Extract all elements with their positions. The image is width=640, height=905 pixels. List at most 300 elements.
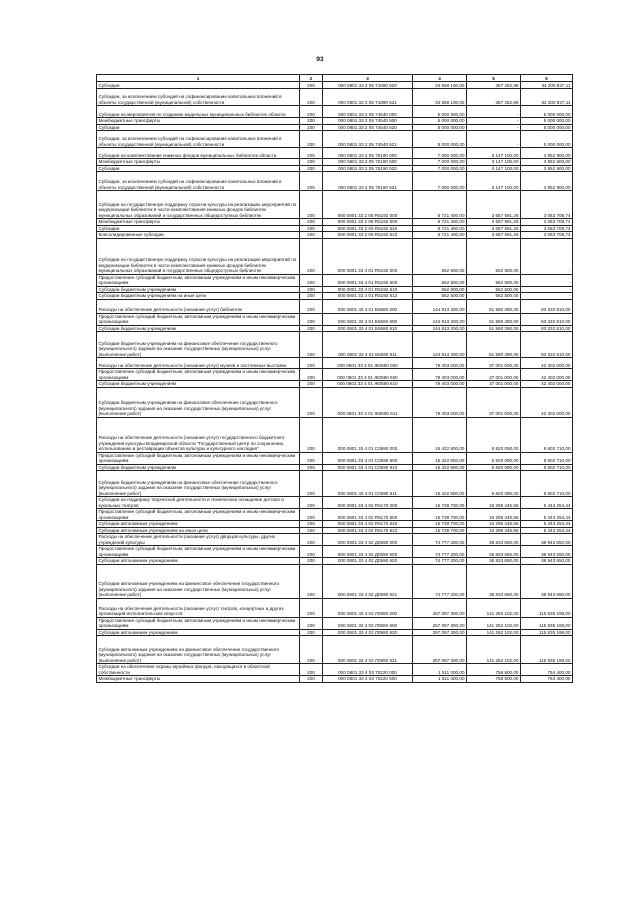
row-approved-cell: 144 913 200,00 xyxy=(413,325,467,332)
row-classification-cell: 000 0801 33 4 01 Б5590 611 xyxy=(323,332,413,358)
row-name-cell: Субсидии бюджетным учреждениям xyxy=(97,325,300,332)
row-code-cell: 200 xyxy=(300,165,323,172)
row-executed-cell: 3 147 100,00 xyxy=(467,172,521,191)
row-code-cell: 200 xyxy=(300,191,323,219)
row-remaining-cell: 8 602 710,00 xyxy=(521,464,573,471)
row-executed-cell: 10 295 445,56 xyxy=(467,527,521,534)
row-approved-cell: 79 403 000,00 xyxy=(413,381,467,388)
row-code-cell: 200 xyxy=(300,629,323,636)
row-name-cell: Консолидированные субсидии xyxy=(97,232,300,239)
row-approved-cell: 15 738 700,00 xyxy=(413,509,467,521)
table-row xyxy=(97,617,573,629)
row-remaining-cell: 5 443 254,44 xyxy=(521,521,573,528)
row-code-cell: 200 xyxy=(300,124,323,131)
row-classification-cell: 000 0801 33 4 02 R5170 600 xyxy=(323,509,413,521)
row-executed-cell: 6 820 090,00 xyxy=(467,452,521,464)
row-name-cell: Расходы на обеспечение деятельности (оказание услуг) государственного бюджетного учреждения культуры Владимирской области "Государственный центр по сохранению, использованию и реставрации объектов культуры и культурного наследия" xyxy=(97,417,300,452)
row-classification-cell: 000 0801 33 4 02 R5170 000 xyxy=(323,497,413,509)
row-name-cell: Расходы на обеспечение деятельности (оказание услуг) библиотек xyxy=(97,299,300,313)
row-remaining-cell: 5 443 254,44 xyxy=(521,527,573,534)
row-approved-cell: 257 097 300,00 xyxy=(413,617,467,629)
row-code-cell: 200 xyxy=(300,676,323,683)
row-executed-cell: 61 580 390,00 xyxy=(467,332,521,358)
table-body xyxy=(97,82,573,683)
row-code-cell: 200 xyxy=(300,617,323,629)
row-classification-cell: 000 0801 33 4 02 Д0590 621 xyxy=(323,564,413,598)
row-code-cell: 200 xyxy=(300,546,323,558)
row-remaining-cell: 8 602 710,00 xyxy=(521,417,573,452)
row-name-cell: Субсидии, за исключением субсидий на софинансирование капитальных вложений в объекты государственной (муниципальной) собственности xyxy=(97,89,300,106)
row-name-cell: Субсидии бюджетным учреждениям xyxy=(97,381,300,388)
table-row xyxy=(97,106,573,118)
row-executed-cell: 61 580 390,00 xyxy=(467,325,521,332)
row-approved-cell: 79 403 000,00 xyxy=(413,387,467,417)
row-name-cell: Субсидии xyxy=(97,225,300,232)
row-name-cell: Субсидии на мероприятия по созданию модельных муниципальных библиотек области xyxy=(97,106,300,118)
row-approved-cell: 257 097 300,00 xyxy=(413,598,467,617)
row-code-cell: 200 xyxy=(300,387,323,417)
row-name-cell: Субсидии автономным учреждениям на финансовое обеспечение государственного (муниципального) задания на оказание государственных (муниципальных) услуг (выполнение работ) xyxy=(97,564,300,598)
row-classification-cell: 000 0801 33 4 02 Д0590 620 xyxy=(323,558,413,565)
row-classification-cell: 000 0801 33 4 01 Б5590 610 xyxy=(323,325,413,332)
row-code-cell: 200 xyxy=(300,417,323,452)
table-row xyxy=(97,417,573,452)
row-approved-cell: 6 721 400,00 xyxy=(413,219,467,226)
table-row xyxy=(97,676,573,683)
row-classification-cell: 000 0801 33 4 01 С0590 000 xyxy=(323,417,413,452)
row-remaining-cell: 5 000 000,00 xyxy=(521,124,573,131)
row-remaining-cell: 754 400,00 xyxy=(521,676,573,683)
row-name-cell: Субсидии на государственную поддержку отрасли культуры на реализацию мероприятий по модернизации библиотек в части комплектования книжных фондов библиотек муниципальных образований и государственных общедоступных библиотек xyxy=(97,191,300,219)
row-executed-cell: 3 147 100,00 xyxy=(467,148,521,159)
row-approved-cell: 15 422 800,00 xyxy=(413,417,467,452)
row-executed-cell: 6 820 090,00 xyxy=(467,464,521,471)
row-code-cell: 200 xyxy=(300,172,323,191)
row-classification-cell: 000 0801 33 4 02 Л0590 000 xyxy=(323,598,413,617)
row-remaining-cell: 115 835 198,00 xyxy=(521,617,573,629)
row-approved-cell: 6 721 400,00 xyxy=(413,232,467,239)
row-executed-cell: - xyxy=(467,106,521,118)
row-executed-cell: 756 600,00 xyxy=(467,676,521,683)
row-classification-cell: 000 0801 33 4 01 Б5590 600 xyxy=(323,313,413,325)
row-approved-cell: 144 913 200,00 xyxy=(413,332,467,358)
table-row xyxy=(97,534,573,546)
row-approved-cell: 15 422 800,00 xyxy=(413,471,467,497)
row-code-cell: 200 xyxy=(300,464,323,471)
row-code-cell: 200 xyxy=(300,159,323,166)
row-executed-cell: 37 001 000,00 xyxy=(467,358,521,369)
row-classification-cell: 000 0801 33 4 02 R5170 622 xyxy=(323,527,413,534)
row-approved-cell: 15 422 800,00 xyxy=(413,452,467,464)
row-name-cell: Предоставление субсидий бюджетным, автономным учреждениям и иным некоммерческим организациям xyxy=(97,369,300,381)
row-remaining-cell: 42 402 000,00 xyxy=(521,369,573,381)
row-code-cell: 200 xyxy=(300,118,323,125)
row-name-cell: Предоставление субсидий бюджетным, автономным учреждениям и иным некоммерческим организациям xyxy=(97,509,300,521)
table-row xyxy=(97,332,573,358)
row-executed-cell: 3 657 691,26 xyxy=(467,219,521,226)
header-row xyxy=(97,75,573,82)
row-executed-cell: 3 657 691,26 xyxy=(467,225,521,232)
table-row xyxy=(97,387,573,417)
row-classification-cell: 000 0801 33 2 05 75190 500 xyxy=(323,159,413,166)
row-classification-cell: 000 0801 33 4 02 Л0590 621 xyxy=(323,636,413,664)
row-executed-cell: 3 147 100,00 xyxy=(467,159,521,166)
row-remaining-cell: 754 400,00 xyxy=(521,664,573,676)
table-row xyxy=(97,299,573,313)
row-remaining-cell: 5 000 000,00 xyxy=(521,118,573,125)
table-row xyxy=(97,82,573,89)
row-approved-cell: 1 511 000,00 xyxy=(413,676,467,683)
row-executed-cell: 10 295 445,56 xyxy=(467,521,521,528)
row-remaining-cell: 8 602 710,00 xyxy=(521,452,573,464)
row-approved-cell: 7 000 000,00 xyxy=(413,148,467,159)
row-code-cell: 200 xyxy=(300,238,323,274)
row-classification-cell: 000 0801 33 2 05 R5192 000 xyxy=(323,191,413,219)
row-remaining-cell: 83 332 810,00 xyxy=(521,325,573,332)
row-approved-cell: 144 913 200,00 xyxy=(413,299,467,313)
row-approved-cell: 15 422 800,00 xyxy=(413,464,467,471)
row-remaining-cell: 115 835 198,00 xyxy=(521,636,573,664)
row-classification-cell: 000 0801 33 2 05 75190 520 xyxy=(323,165,413,172)
row-approved-cell: 7 000 000,00 xyxy=(413,172,467,191)
row-name-cell: Субсидии автономным учреждениям xyxy=(97,629,300,636)
row-remaining-cell: - xyxy=(521,274,573,286)
row-classification-cell: 000 0801 33 4 01 Ж0590 600 xyxy=(323,369,413,381)
column-header: 3 xyxy=(323,75,413,82)
row-code-cell: 200 xyxy=(300,534,323,546)
row-remaining-cell: 34 200 837,11 xyxy=(521,89,573,106)
table-row xyxy=(97,497,573,509)
row-name-cell: Предоставление субсидий бюджетным, автономным учреждениям и иным некоммерческим организациям xyxy=(97,546,300,558)
row-approved-cell: 562 500,00 xyxy=(413,274,467,286)
row-executed-cell: - xyxy=(467,131,521,148)
row-classification-cell: 000 0801 33 2 05 75190 000 xyxy=(323,148,413,159)
row-name-cell: Субсидии на поддержку творческой деятельности и техническое оснащение детских и кукольных театров xyxy=(97,497,300,509)
row-name-cell: Межбюджетные трансферты xyxy=(97,219,300,226)
row-code-cell: 200 xyxy=(300,274,323,286)
table-row xyxy=(97,636,573,664)
row-approved-cell: 1 511 000,00 xyxy=(413,664,467,676)
row-remaining-cell: 42 402 000,00 xyxy=(521,387,573,417)
row-name-cell: Субсидии бюджетным учреждениям на финансовое обеспечение государственного (муниципального) задания на оказание государственных (муниципальных) услуг (выполнение работ) xyxy=(97,332,300,358)
row-code-cell: 200 xyxy=(300,369,323,381)
row-name-cell: Субсидии xyxy=(97,82,300,89)
row-remaining-cell: 3 063 708,74 xyxy=(521,191,573,219)
row-approved-cell: 257 097 300,00 xyxy=(413,636,467,664)
row-classification-cell: 000 0801 33 2 05 R5192 500 xyxy=(323,219,413,226)
row-executed-cell: 35 833 650,00 xyxy=(467,546,521,558)
table-row xyxy=(97,452,573,464)
row-remaining-cell: 34 200 837,11 xyxy=(521,82,573,89)
row-approved-cell: 562 500,00 xyxy=(413,293,467,300)
table-row xyxy=(97,598,573,617)
row-executed-cell: - xyxy=(467,124,521,131)
row-classification-cell: 000 0801 33 4 01 С0590 610 xyxy=(323,464,413,471)
row-name-cell: Субсидии на обеспечение охраны музейных фондов, находящихся в областной собственности xyxy=(97,664,300,676)
row-classification-cell: 000 0801 33 2 05 74540 500 xyxy=(323,118,413,125)
row-code-cell: 200 xyxy=(300,509,323,521)
row-approved-cell: 6 721 400,00 xyxy=(413,225,467,232)
row-classification-cell: 000 0801 33 4 01 R5192 000 xyxy=(323,238,413,274)
row-executed-cell: 35 833 650,00 xyxy=(467,558,521,565)
row-remaining-cell: 42 402 000,00 xyxy=(521,358,573,369)
row-remaining-cell: 38 943 650,00 xyxy=(521,558,573,565)
row-name-cell: Межбюджетные трансферты xyxy=(97,118,300,125)
row-classification-cell: 000 0801 33 4 02 Л0590 620 xyxy=(323,629,413,636)
row-classification-cell: 000 0801 33 2 05 74540 520 xyxy=(323,124,413,131)
column-header: 2 xyxy=(300,75,323,82)
row-name-cell: Субсидии бюджетным учреждениям на финансовое обеспечение государственного (муниципального) задания на оказание государственных (муниципальных) услуг (выполнение работ) xyxy=(97,471,300,497)
row-executed-cell: 357 262,89 xyxy=(467,82,521,89)
row-code-cell: 200 xyxy=(300,452,323,464)
row-approved-cell: 74 777 300,00 xyxy=(413,564,467,598)
row-approved-cell: 257 097 300,00 xyxy=(413,629,467,636)
row-code-cell: 200 xyxy=(300,381,323,388)
row-code-cell: 200 xyxy=(300,131,323,148)
row-code-cell: 200 xyxy=(300,148,323,159)
table-row xyxy=(97,546,573,558)
row-remaining-cell: 38 943 650,00 xyxy=(521,564,573,598)
row-executed-cell: 141 262 102,00 xyxy=(467,617,521,629)
row-name-cell: Субсидии на государственную поддержку отрасли культуры на реализацию мероприятий по модернизации библиотек в части комплектования книжных фондов библиотек муниципальных образований и государственных общедоступных библиотек xyxy=(97,238,300,274)
row-code-cell: 200 xyxy=(300,313,323,325)
row-classification-cell: 000 0801 33 2 05 74540 521 xyxy=(323,131,413,148)
row-approved-cell: 15 738 700,00 xyxy=(413,497,467,509)
row-remaining-cell: 5 000 000,00 xyxy=(521,131,573,148)
row-classification-cell: 000 0801 33 4 02 Д0590 000 xyxy=(323,534,413,546)
row-executed-cell: 37 001 000,00 xyxy=(467,369,521,381)
row-executed-cell: 562 500,00 xyxy=(467,238,521,274)
table-row xyxy=(97,89,573,106)
row-executed-cell: 141 262 102,00 xyxy=(467,598,521,617)
row-approved-cell: 562 500,00 xyxy=(413,286,467,293)
row-classification-cell: 000 0801 33 4 01 С0590 611 xyxy=(323,471,413,497)
row-approved-cell: 144 913 200,00 xyxy=(413,313,467,325)
row-code-cell: 200 xyxy=(300,358,323,369)
row-approved-cell: 74 777 300,00 xyxy=(413,534,467,546)
row-name-cell: Расходы на обеспечение деятельности (оказание услуг) дворцов культуры, других учреждений культуры xyxy=(97,534,300,546)
row-name-cell: Субсидии бюджетным учреждениям на иные цели xyxy=(97,293,300,300)
row-executed-cell: 6 820 090,00 xyxy=(467,471,521,497)
row-executed-cell: 61 580 390,00 xyxy=(467,299,521,313)
row-name-cell: Субсидии на комплектование книжных фондов муниципальных библиотек области xyxy=(97,148,300,159)
row-name-cell: Субсидии автономным учреждениям на финансовое обеспечение государственного (муниципального) задания на оказание государственных (муниципальных) услуг (выполнение работ) xyxy=(97,636,300,664)
row-remaining-cell: 5 443 254,44 xyxy=(521,497,573,509)
row-remaining-cell: 3 063 708,74 xyxy=(521,225,573,232)
row-approved-cell: 79 403 000,00 xyxy=(413,358,467,369)
row-executed-cell: 6 820 090,00 xyxy=(467,417,521,452)
row-code-cell: 200 xyxy=(300,332,323,358)
table-row xyxy=(97,358,573,369)
row-code-cell: 200 xyxy=(300,225,323,232)
table-row xyxy=(97,313,573,325)
row-executed-cell: 37 001 000,00 xyxy=(467,387,521,417)
row-code-cell: 200 xyxy=(300,521,323,528)
row-approved-cell: 15 738 700,00 xyxy=(413,521,467,528)
table-row xyxy=(97,471,573,497)
row-remaining-cell: 3 852 900,00 xyxy=(521,159,573,166)
row-code-cell: 200 xyxy=(300,527,323,534)
row-classification-cell: 000 0801 33 2 05 71890 520 xyxy=(323,82,413,89)
row-classification-cell: 000 0801 33 4 01 R5192 600 xyxy=(323,274,413,286)
row-name-cell: Субсидии автономным учреждениям на иные цели xyxy=(97,527,300,534)
page-number: 93 xyxy=(316,56,324,63)
row-remaining-cell: 115 835 198,00 xyxy=(521,598,573,617)
row-code-cell: 200 xyxy=(300,89,323,106)
table-row xyxy=(97,369,573,381)
row-name-cell: Субсидии, за исключением субсидий на софинансирование капитальных вложений в объекты государственной (муниципальной) собственности xyxy=(97,131,300,148)
row-remaining-cell: 3 852 900,00 xyxy=(521,148,573,159)
row-remaining-cell: 38 943 650,00 xyxy=(521,534,573,546)
table-row xyxy=(97,148,573,159)
row-name-cell: Расходы на обеспечение деятельности (оказание услуг) театров, концертных и других организаций исполнительских искусств xyxy=(97,598,300,617)
row-executed-cell: - xyxy=(467,118,521,125)
row-executed-cell: 562 500,00 xyxy=(467,286,521,293)
row-code-cell: 200 xyxy=(300,564,323,598)
row-approved-cell: 7 000 000,00 xyxy=(413,159,467,166)
row-remaining-cell: - xyxy=(521,293,573,300)
column-header: 4 xyxy=(413,75,467,82)
table-row xyxy=(97,509,573,521)
row-code-cell: 200 xyxy=(300,558,323,565)
row-remaining-cell: 3 852 900,00 xyxy=(521,165,573,172)
row-name-cell: Субсидии бюджетным учреждениям xyxy=(97,464,300,471)
row-executed-cell: 756 600,00 xyxy=(467,664,521,676)
row-name-cell: Субсидии бюджетным учреждениям на финансовое обеспечение государственного (муниципального) задания на оказание государственных (муниципальных) услуг (выполнение работ) xyxy=(97,387,300,417)
table-row xyxy=(97,191,573,219)
row-approved-cell: 5 000 000,00 xyxy=(413,118,467,125)
row-approved-cell: 5 000 000,00 xyxy=(413,106,467,118)
row-name-cell: Субсидии автономным учреждениям xyxy=(97,558,300,565)
row-name-cell: Субсидии, за исключением субсидий на софинансирование капитальных вложений в объекты государственной (муниципальной) собственности xyxy=(97,172,300,191)
row-approved-cell: 6 721 400,00 xyxy=(413,191,467,219)
row-approved-cell: 79 403 000,00 xyxy=(413,369,467,381)
table-row xyxy=(97,564,573,598)
row-name-cell: Предоставление субсидий бюджетным, автономным учреждениям и иным некоммерческим организациям xyxy=(97,617,300,629)
row-name-cell: Предоставление субсидий бюджетным, автономным учреждениям и иным некоммерческим организациям xyxy=(97,274,300,286)
row-code-cell: 200 xyxy=(300,219,323,226)
row-code-cell: 200 xyxy=(300,106,323,118)
row-name-cell: Предоставление субсидий бюджетным, автономным учреждениям и иным некоммерческим организациям xyxy=(97,313,300,325)
row-classification-cell: 000 0801 33 2 05 R5192 520 xyxy=(323,225,413,232)
row-classification-cell: 000 0801 33 2 05 74540 000 xyxy=(323,106,413,118)
row-remaining-cell: 42 402 000,00 xyxy=(521,381,573,388)
row-code-cell: 200 xyxy=(300,325,323,332)
row-name-cell: Субсидии бюджетным учреждениям xyxy=(97,286,300,293)
table-row xyxy=(97,131,573,148)
column-header: 1 xyxy=(97,75,300,82)
row-code-cell: 200 xyxy=(300,232,323,239)
row-classification-cell: 000 0801 33 4 02 R5170 620 xyxy=(323,521,413,528)
row-executed-cell: 3 657 691,26 xyxy=(467,191,521,219)
row-code-cell: 200 xyxy=(300,598,323,617)
row-name-cell: Расходы на обеспечение деятельности (оказание услуг) музеев и постоянных выставок xyxy=(97,358,300,369)
row-executed-cell: 10 295 445,56 xyxy=(467,497,521,509)
row-approved-cell: 74 777 300,00 xyxy=(413,546,467,558)
row-code-cell: 200 xyxy=(300,471,323,497)
row-name-cell: Субсидии автономным учреждениям xyxy=(97,521,300,528)
row-classification-cell: 000 0801 33 2 05 75190 521 xyxy=(323,172,413,191)
row-code-cell: 200 xyxy=(300,664,323,676)
column-header: 6 xyxy=(521,75,573,82)
row-executed-cell: 141 262 102,00 xyxy=(467,629,521,636)
row-remaining-cell: 5 443 254,44 xyxy=(521,509,573,521)
row-executed-cell: 562 500,00 xyxy=(467,293,521,300)
budget-table xyxy=(96,74,573,683)
row-classification-cell: 000 0801 33 4 02 Д0590 600 xyxy=(323,546,413,558)
row-executed-cell: 141 262 102,00 xyxy=(467,636,521,664)
row-executed-cell: 61 580 390,00 xyxy=(467,313,521,325)
row-executed-cell: 10 295 445,56 xyxy=(467,509,521,521)
row-remaining-cell: 3 063 708,74 xyxy=(521,232,573,239)
row-approved-cell: 5 000 000,00 xyxy=(413,131,467,148)
row-remaining-cell: - xyxy=(521,286,573,293)
row-code-cell: 200 xyxy=(300,299,323,313)
row-remaining-cell: 115 835 198,00 xyxy=(521,629,573,636)
row-classification-cell: 000 0801 33 4 01 Ж0590 610 xyxy=(323,381,413,388)
table-row xyxy=(97,172,573,191)
row-remaining-cell: 83 332 810,00 xyxy=(521,313,573,325)
row-classification-cell: 000 0801 33 4 01 С0590 600 xyxy=(323,452,413,464)
row-executed-cell: 3 657 691,26 xyxy=(467,232,521,239)
row-approved-cell: 34 558 100,00 xyxy=(413,89,467,106)
row-remaining-cell: 8 602 710,00 xyxy=(521,471,573,497)
row-approved-cell: 15 738 700,00 xyxy=(413,527,467,534)
row-classification-cell: 000 0801 33 2 05 71890 521 xyxy=(323,89,413,106)
row-remaining-cell: 83 332 810,00 xyxy=(521,299,573,313)
row-classification-cell: 000 0801 33 4 01 R5192 612 xyxy=(323,293,413,300)
row-code-cell: 200 xyxy=(300,497,323,509)
row-code-cell: 200 xyxy=(300,286,323,293)
column-header: 5 xyxy=(467,75,521,82)
row-remaining-cell: 5 000 000,00 xyxy=(521,106,573,118)
row-name-cell: Субсидии xyxy=(97,124,300,131)
table-row xyxy=(97,238,573,274)
row-classification-cell: 000 0801 33 4 02 Л0590 600 xyxy=(323,617,413,629)
row-approved-cell: 562 500,00 xyxy=(413,238,467,274)
row-name-cell: Субсидии xyxy=(97,165,300,172)
row-remaining-cell: 83 332 810,00 xyxy=(521,332,573,358)
row-remaining-cell: 3 063 708,74 xyxy=(521,219,573,226)
table-row xyxy=(97,664,573,676)
row-code-cell: 200 xyxy=(300,82,323,89)
row-classification-cell: 000 0801 33 4 01 R5192 610 xyxy=(323,286,413,293)
row-name-cell: Межбюджетные трансферты xyxy=(97,159,300,166)
row-name-cell: Предоставление субсидий бюджетным, автономным учреждениям и иным некоммерческим организациям xyxy=(97,452,300,464)
row-executed-cell: 3 147 100,00 xyxy=(467,165,521,172)
row-remaining-cell: 38 943 650,00 xyxy=(521,546,573,558)
row-code-cell: 200 xyxy=(300,293,323,300)
row-classification-cell: 000 0801 33 4 01 Ж0590 611 xyxy=(323,387,413,417)
row-classification-cell: 000 0801 33 4 01 Ж0590 000 xyxy=(323,358,413,369)
row-name-cell: Межбюджетные трансферты xyxy=(97,676,300,683)
table-row xyxy=(97,274,573,286)
row-executed-cell: 35 833 650,00 xyxy=(467,534,521,546)
row-executed-cell: 35 833 650,00 xyxy=(467,564,521,598)
row-remaining-cell: 3 852 900,00 xyxy=(521,172,573,191)
row-approved-cell: 74 777 300,00 xyxy=(413,558,467,565)
row-executed-cell: 357 262,89 xyxy=(467,89,521,106)
row-approved-cell: 5 000 000,00 xyxy=(413,124,467,131)
row-classification-cell: 000 0801 33 4 03 70220 000 xyxy=(323,664,413,676)
row-executed-cell: 37 001 000,00 xyxy=(467,381,521,388)
row-classification-cell: 000 0801 33 2 05 R5192 523 xyxy=(323,232,413,239)
row-approved-cell: 7 000 000,00 xyxy=(413,165,467,172)
row-approved-cell: 34 558 100,00 xyxy=(413,82,467,89)
row-classification-cell: 000 0801 33 4 01 Б5590 000 xyxy=(323,299,413,313)
row-code-cell: 200 xyxy=(300,636,323,664)
row-classification-cell: 000 0801 33 4 03 70220 500 xyxy=(323,676,413,683)
